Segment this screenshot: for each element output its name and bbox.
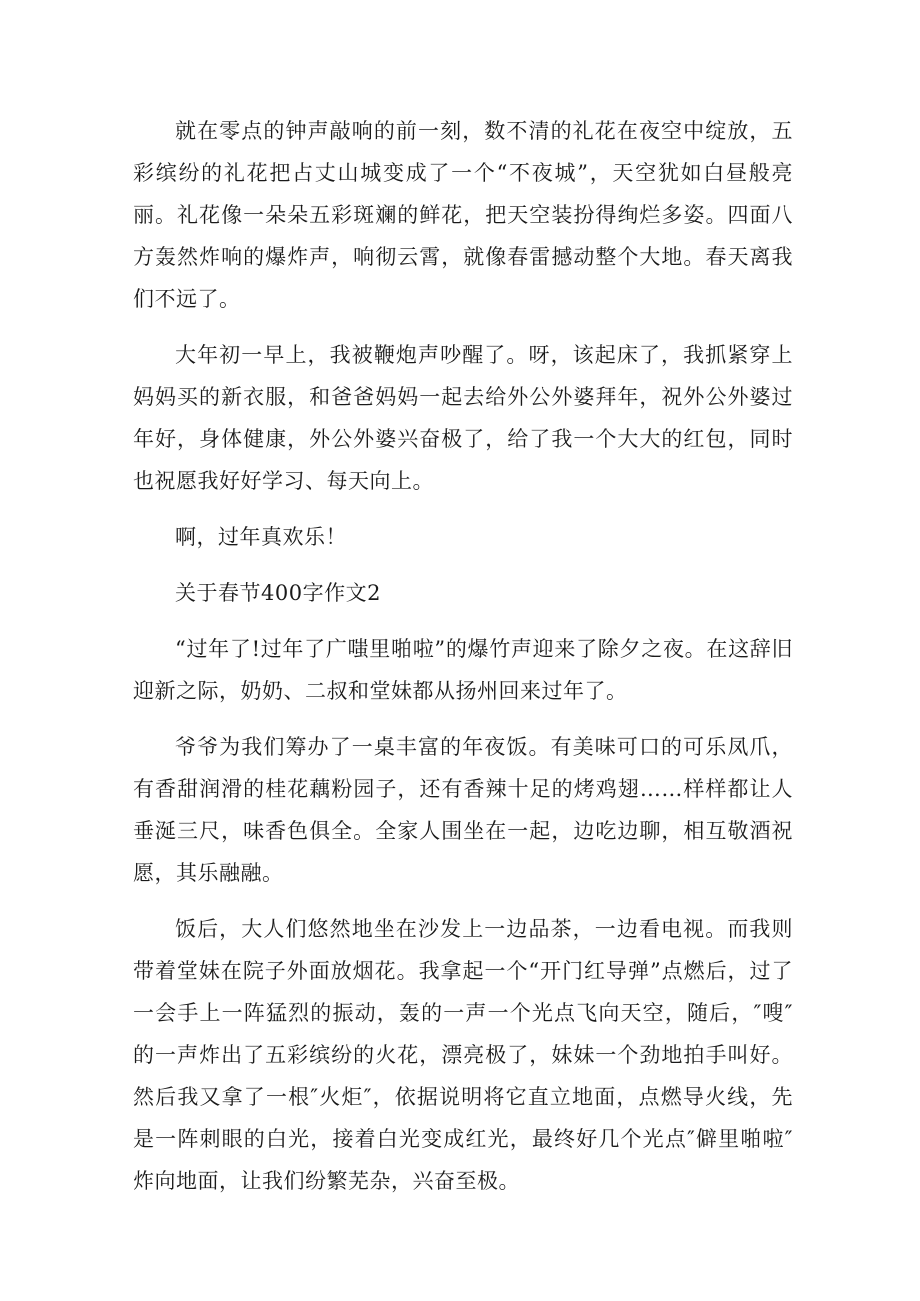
section-heading: 关于春节400字作文2 xyxy=(175,581,381,605)
paragraph-5: 爷爷为我们筹办了一桌丰富的年夜饭。有美味可口的可乐凤爪，有香甜润滑的桂花藕粉园子，还有香辣十足的烤鸡翅……样样都让人垂涎三尺，味香色俱全。全家人围坐在一起，边吃边聊，相互敬酒祝愿，其乐融融。 xyxy=(133,735,793,885)
paragraph-6: 饭后，大人们悠然地坐在沙发上一边品茶，一边看电视。而我则带着堂妹在院子外面放烟花。我拿起一个“开门红导弹”点燃后，过了一会手上一阵猛烈的振动，轰的一声一个光点飞向天空，随后，″嗖″的一声炸出了五彩缤纷的火花，漂亮极了，妹妹一个劲地拍手叫好。然后我又拿了一根″火炬″，依据说明将它直立地面，点燃导火线，先是一阵刺眼的白光，接着白光变成红光，最终好几个光点″僻里啪啦″炸向地面，让我们纷繁芜杂，兴奋至极。 xyxy=(133,917,793,1193)
paragraph-4: “过年了!过年了广嗤里啪啦”的爆竹声迎来了除夕之夜。在这辞旧迎新之际，奶奶、二叔和堂妹都从扬州回来过年了。 xyxy=(133,637,793,703)
paragraph-3: 啊，过年真欢乐！ xyxy=(175,525,347,549)
paragraph-1: 就在零点的钟声敲响的前一刻，数不清的礼花在夜空中绽放，五彩缤纷的礼花把占丈山城变成了一个“不夜城”，天空犹如白昼般亮丽。礼花像一朵朵五彩斑斓的鲜花，把天空装扮得绚烂多姿。四面八方轰然炸响的爆炸声，响彻云霄，就像春雷撼动整个大地。春天离我们不远了。 xyxy=(133,119,793,311)
document-body xyxy=(133,110,793,1202)
paragraph-2: 大年初一早上，我被鞭炮声吵醒了。呀，该起床了，我抓紧穿上妈妈买的新衣服，和爸爸妈妈一起去给外公外婆拜年，祝外公外婆过年好，身体健康，外公外婆兴奋极了，给了我一个大大的红包，同时也祝愿我好好学习、每天向上。 xyxy=(133,343,793,493)
